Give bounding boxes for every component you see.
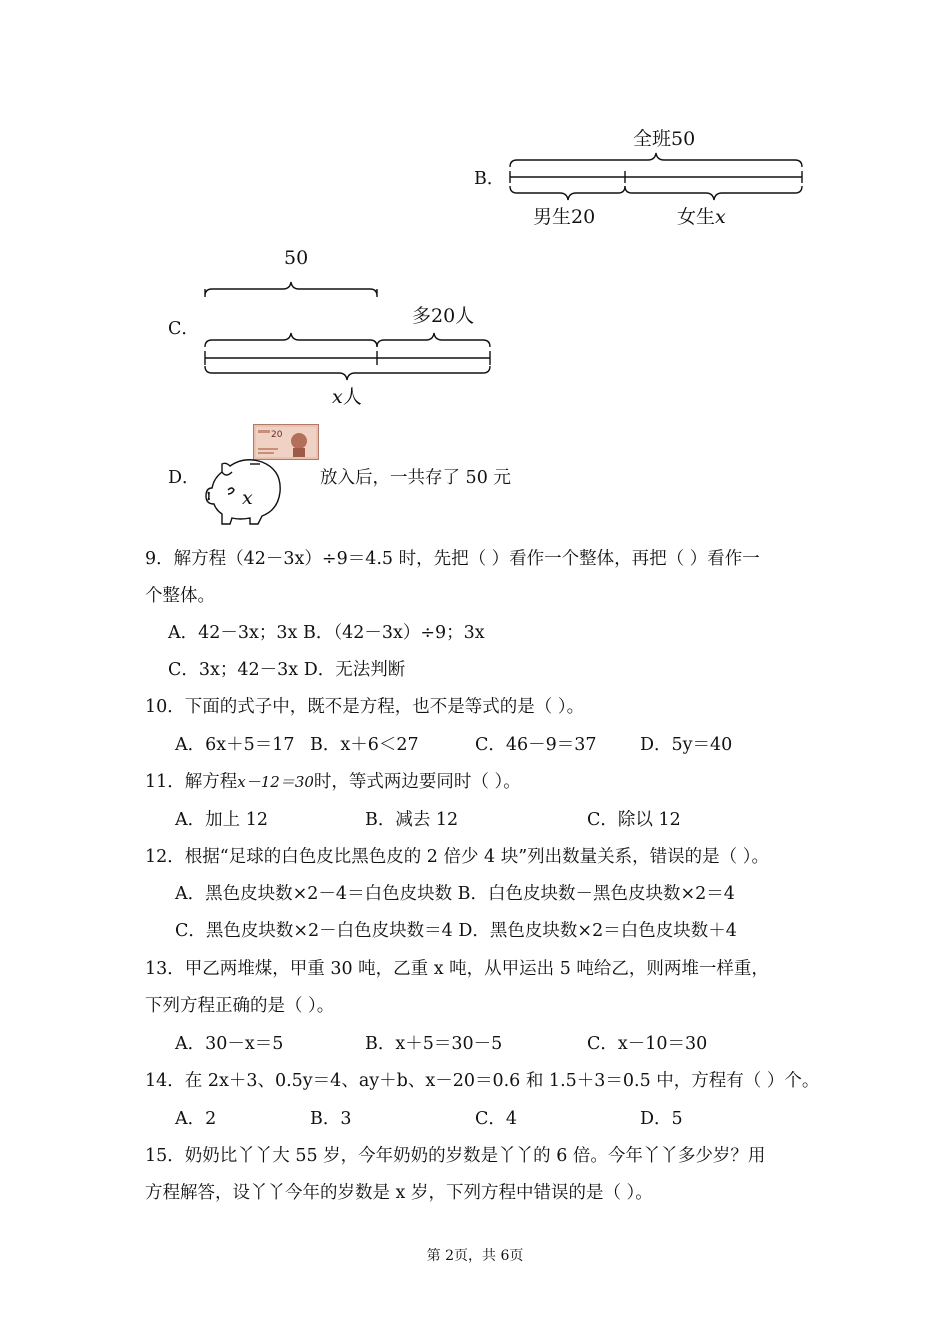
q12-options-row1: A．黑色皮块数×2－4＝白色皮块数 B．白色皮块数－黑色皮块数×2＝4 bbox=[175, 884, 735, 904]
q9-stem-line1: 9．解方程（42－3x）÷9＝4.5 时，先把（ ）看作一个整体，再把（ ）看作一 bbox=[145, 549, 760, 569]
option-c-top-brace bbox=[205, 282, 377, 297]
q11-option-b: B．减去 12 bbox=[365, 810, 459, 830]
q14-option-b: B．3 bbox=[310, 1109, 352, 1129]
option-c-extra-label: 多20人 bbox=[412, 305, 475, 327]
option-b-boys-label: 男生20 bbox=[533, 206, 596, 228]
option-c-left-brace bbox=[205, 333, 377, 347]
option-d-letter: D． bbox=[168, 468, 200, 488]
q14-stem: 14．在 2x＋3、0.5y＝4、ay＋b、x－20＝0.6 和 1.5＋3＝0.5 中，方程有（ ）个。 bbox=[145, 1071, 820, 1091]
q11-option-a: A．加上 12 bbox=[175, 810, 268, 830]
option-b-girls-label: 女生x bbox=[677, 206, 726, 228]
q10-option-d: D．5y＝40 bbox=[640, 735, 733, 755]
q13-option-b: B．x＋5＝30－5 bbox=[365, 1034, 503, 1054]
option-d-caption: 放入后，一共存了 50 元 bbox=[320, 468, 511, 488]
option-c-letter: C． bbox=[168, 319, 199, 339]
q13-stem-line1: 13．甲乙两堆煤，甲重 30 吨，乙重 x 吨，从甲运出 5 吨给乙，则两堆一样重， bbox=[145, 959, 769, 979]
q9-options-row2: C．3x；42－3x D．无法判断 bbox=[168, 660, 406, 680]
q12-stem: 12．根据“足球的白色皮比黑色皮的 2 倍少 4 块”列出数量关系，错误的是（ ）。 bbox=[145, 847, 769, 867]
q13-stem-line2: 下列方程正确的是（ ）。 bbox=[145, 996, 335, 1016]
option-b-total-label: 全班50 bbox=[633, 128, 696, 150]
q10-option-a: A．6x＋5＝17 bbox=[175, 735, 295, 755]
option-b-letter: B． bbox=[474, 169, 505, 189]
option-c-bottom-brace bbox=[205, 366, 490, 380]
q14-option-d: D．5 bbox=[640, 1109, 683, 1129]
q15-stem-line2: 方程解答，设丫丫今年的岁数是 x 岁，下列方程中错误的是（ ）。 bbox=[145, 1183, 653, 1203]
option-c-top-label: 50 bbox=[284, 247, 309, 269]
page-footer: 第 2页，共 6页 bbox=[426, 1248, 524, 1264]
q10-option-b: B．x＋6＜27 bbox=[310, 735, 419, 755]
option-c-bottom-label: x人 bbox=[332, 386, 362, 408]
q11-stem: 11．解方程x－12＝30时，等式两边要同时（ ）。 bbox=[145, 772, 521, 792]
q14-option-c: C．4 bbox=[475, 1109, 518, 1129]
q9-options-row1: A．42－3x；3x B．（42－3x）÷9；3x bbox=[168, 623, 485, 643]
q13-option-c: C．x－10＝30 bbox=[587, 1034, 708, 1054]
q15-stem-line1: 15．奶奶比丫丫大 55 岁，今年奶奶的岁数是丫丫的 6 倍。今年丫丫多少岁？用 bbox=[145, 1146, 766, 1166]
q12-options-row2: C．黑色皮块数×2－白色皮块数＝4 D．黑色皮块数×2＝白色皮块数＋4 bbox=[175, 921, 737, 941]
q10-option-c: C．46－9＝37 bbox=[475, 735, 597, 755]
q11-option-c: C．除以 12 bbox=[587, 810, 681, 830]
banknote-value: 20 bbox=[271, 430, 283, 440]
q13-option-a: A．30－x＝5 bbox=[175, 1034, 284, 1054]
option-c-right-brace bbox=[377, 333, 490, 347]
piggy-bank-variable: x bbox=[242, 487, 253, 509]
q9-stem-line2: 个整体。 bbox=[145, 586, 215, 606]
q14-option-a: A．2 bbox=[175, 1109, 217, 1129]
q10-stem: 10．下面的式子中，既不是方程，也不是等式的是（ ）。 bbox=[145, 697, 585, 717]
